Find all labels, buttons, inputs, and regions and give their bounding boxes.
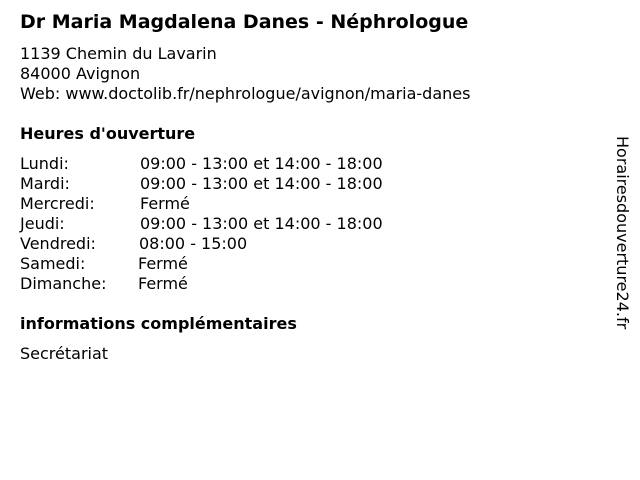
day-label: Lundi: bbox=[20, 154, 69, 173]
additional-info-text: Secrétariat bbox=[20, 344, 109, 363]
day-label: Dimanche: bbox=[20, 274, 107, 293]
time-value: 08:00 - 15:00 bbox=[139, 234, 248, 253]
page-title: Dr Maria Magdalena Danes - Néphrologue bbox=[20, 11, 469, 33]
day-label: Mardi: bbox=[20, 174, 70, 193]
street-address: 1139 Chemin du Lavarin bbox=[20, 44, 217, 63]
time-value: Fermé bbox=[138, 254, 188, 273]
address-block bbox=[20, 44, 470, 104]
time-value: 09:00 - 13:00 et 14:00 - 18:00 bbox=[140, 214, 383, 233]
site-watermark: Horairesdouverture24.fr bbox=[613, 136, 632, 330]
opening-hours-heading: Heures d'ouverture bbox=[20, 124, 196, 143]
day-label: Vendredi: bbox=[20, 234, 96, 253]
time-value: Fermé bbox=[140, 194, 190, 213]
additional-info-heading: informations complémentaires bbox=[20, 314, 297, 333]
day-label: Mercredi: bbox=[20, 194, 95, 213]
city-postal: 84000 Avignon bbox=[20, 64, 141, 83]
time-value: Fermé bbox=[138, 274, 188, 293]
day-label: Jeudi: bbox=[20, 214, 65, 233]
website: Web: www.doctolib.fr/nephrologue/avignon/maria-danes bbox=[20, 84, 471, 103]
day-label: Samedi: bbox=[20, 254, 86, 273]
time-value: 09:00 - 13:00 et 14:00 - 18:00 bbox=[140, 174, 383, 193]
time-value: 09:00 - 13:00 et 14:00 - 18:00 bbox=[140, 154, 383, 173]
